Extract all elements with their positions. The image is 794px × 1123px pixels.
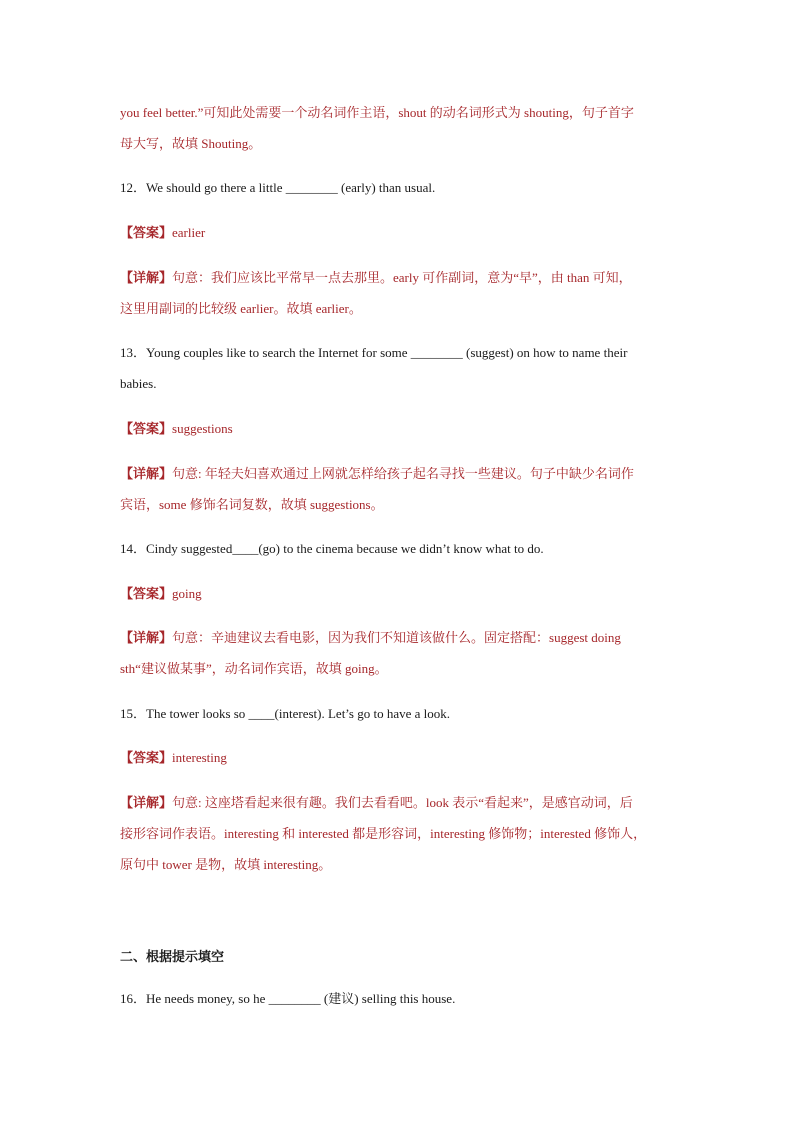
detail-12-text-1: 句意：我们应该比平常早一点去那里。early 可作副词，意为“早”，由 than 可知， xyxy=(172,270,632,285)
question-13-number: 13． xyxy=(120,345,147,360)
detail-14-tag: 【详解】 xyxy=(120,630,173,645)
answer-14-tag: 【答案】 xyxy=(120,586,173,601)
answer-12 xyxy=(120,225,205,241)
detail-13-tag: 【详解】 xyxy=(120,466,173,481)
question-13 xyxy=(120,345,627,361)
answer-12-value: earlier xyxy=(172,225,206,240)
question-13-text-1: Young couples like to search the Internet for some ________ (suggest) on how to name their xyxy=(146,345,628,360)
detail-12-tag: 【详解】 xyxy=(120,270,173,285)
question-15 xyxy=(120,706,450,722)
answer-12-tag: 【答案】 xyxy=(120,225,173,240)
section-2-title: 二、根据提示填空 xyxy=(120,950,225,965)
answer-13-tag: 【答案】 xyxy=(120,421,173,436)
answer-13-value: suggestions xyxy=(172,421,233,436)
detail-13-line-1 xyxy=(120,466,634,482)
question-14 xyxy=(120,541,544,557)
question-16 xyxy=(120,991,455,1007)
detail-14-line-2: sth“建议做某事”，动名词作宾语，故填 going。 xyxy=(120,661,388,676)
question-16-number: 16． xyxy=(120,991,147,1006)
detail-15-line-2: 接形容词作表语。interesting 和 interested 都是形容词，interesting 修饰物；interested 修饰人， xyxy=(120,826,647,841)
detail-12-line-1 xyxy=(120,270,632,286)
detail-14-text-1: 句意：辛迪建议去看电影，因为我们不知道该做什么。固定搭配：suggest doing xyxy=(172,630,621,645)
question-13-line-2: babies. xyxy=(120,376,157,391)
detail-15-line-1 xyxy=(120,795,633,811)
question-15-number: 15． xyxy=(120,706,147,721)
question-15-text: The tower looks so ____(interest). Let’s go to have a look. xyxy=(146,706,451,721)
question-12-number: 12． xyxy=(120,180,147,195)
detail-15-line-3: 原句中 tower 是物，故填 interesting。 xyxy=(120,857,332,872)
detail-12-line-2: 这里用副词的比较级 earlier。故填 earlier。 xyxy=(120,301,362,316)
question-14-number: 14． xyxy=(120,541,147,556)
detail-14-line-1 xyxy=(120,630,621,646)
question-14-text: Cindy suggested____(go) to the cinema because we didn’t know what to do. xyxy=(146,541,544,556)
answer-14 xyxy=(120,586,202,602)
carryover-line-1: you feel better.”可知此处需要一个动名词作主语，shout 的动名词形式为 shouting，句子首字 xyxy=(120,105,634,120)
detail-13-text-1: 句意: 年轻夫妇喜欢通过上网就怎样给孩子起名寻找一些建议。句子中缺少名词作 xyxy=(172,466,634,481)
detail-15-tag: 【详解】 xyxy=(120,795,173,810)
question-12 xyxy=(120,180,435,196)
answer-15-value: interesting xyxy=(172,750,227,765)
answer-15 xyxy=(120,750,227,766)
answer-14-value: going xyxy=(172,586,202,601)
question-12-text: We should go there a little ________ (early) than usual. xyxy=(146,180,436,195)
detail-13-line-2: 宾语，some 修饰名词复数，故填 suggestions。 xyxy=(120,497,384,512)
answer-15-tag: 【答案】 xyxy=(120,750,173,765)
carryover-line-2: 母大写，故填 Shouting。 xyxy=(120,136,262,151)
detail-15-text-1: 句意: 这座塔看起来很有趣。我们去看看吧。look 表示“看起来”，是感官动词，后 xyxy=(172,795,633,810)
question-16-text: He needs money, so he ________ (建议) selling this house. xyxy=(146,991,456,1006)
answer-13 xyxy=(120,421,233,437)
